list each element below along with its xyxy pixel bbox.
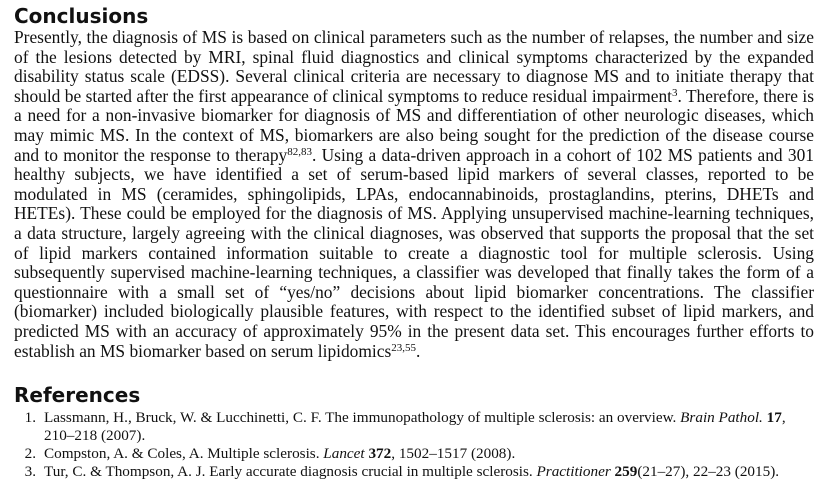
journal-name: Lancet	[323, 445, 365, 463]
conclusions-paragraph	[14, 28, 814, 361]
journal-volume: 259	[614, 463, 638, 481]
reference-text	[44, 445, 814, 463]
reference-item	[14, 409, 814, 445]
journal-name: Brain Pathol.	[680, 409, 763, 427]
citation-superscript[interactable]: 23,55	[391, 341, 416, 354]
journal-name: Practitioner	[536, 463, 611, 481]
paragraph-text: . Therefore, there is a need for a non-invasive biomarker for diagnosis of MS and differentiation of other neurologic diseases, which may mimic MS. In the context of MS, biomarkers are also being sought for the prediction of the disease course and to monitor the response to therapy	[14, 85, 814, 165]
reference-number: 2.	[24, 445, 36, 463]
reference-fragment: , 1502–1517 (2008).	[391, 445, 516, 463]
paragraph-text: .	[415, 340, 421, 361]
journal-volume: 17	[766, 409, 782, 427]
conclusions-heading: Conclusions	[14, 4, 149, 28]
reference-fragment: , 210–218 (2007).	[44, 409, 786, 445]
references-heading: References	[14, 383, 141, 408]
citation-superscript[interactable]: 3	[672, 86, 678, 99]
reference-fragment: Compston, A. & Coles, A. Multiple sclerosis.	[44, 445, 324, 463]
journal-volume: 372	[368, 445, 392, 463]
citation-superscript[interactable]: 82,83	[287, 145, 312, 158]
reference-number: 3.	[24, 463, 36, 481]
reference-item	[14, 463, 814, 481]
reference-number: 1.	[24, 409, 36, 427]
reference-list	[14, 409, 814, 481]
paragraph-text: Presently, the diagnosis of MS is based on clinical parameters such as the number of relapses, the number and size of the lesions detected by MRI, spinal fluid diagnostics and clinical symptoms characterized by the expanded disability status scale (EDSS). Several clinical criteria are necessary to diagnose MS and to initiate therapy that should be started after the first appearance of clinical symptoms to reduce residual impairment	[14, 27, 814, 106]
paragraph-text: . Using a data-driven approach in a cohort of 102 MS patients and 301 healthy subjects, we have identified a set of serum-based lipid markers of several classes, reported to be modulated in MS (ceramides, sphingolipids, LPAs, endocannabinoids, prostaglandins, pterins, DHETs and HETEs). These could be employed for the diagnosis of MS. Applying unsupervised machine-learning techniques, a data structure, largely agreeing with the clinical diagnoses, was observed that supports the proposal that the set of lipid markers contained information suitable to create a diagnostic tool for multiple sclerosis. Using subsequently supervised machine-learning techniques, a classifier was developed that finally takes the form of a questionnaire with a small set of “yes/no” decisions about lipid biomarker concentrations. The classifier (biomarker) included biologically plausible features, with respect to the identified subset of lipid markers, and predicted MS with an accuracy of approximately 95% in the present data set. This encourages further efforts to establish an MS biomarker based on serum lipidomics	[14, 144, 814, 361]
paper-page	[14, 4, 814, 481]
reference-item	[14, 445, 814, 463]
reference-fragment: (21–27), 22–23 (2015).	[637, 463, 780, 481]
reference-fragment: Lassmann, H., Bruck, W. & Lucchinetti, C. F. The immunopathology of multiple sclerosis: an overview.	[44, 409, 681, 427]
reference-text	[44, 409, 814, 445]
reference-text	[44, 463, 814, 481]
reference-fragment: Tur, C. & Thompson, A. J. Early accurate diagnosis crucial in multiple sclerosis.	[44, 463, 537, 481]
